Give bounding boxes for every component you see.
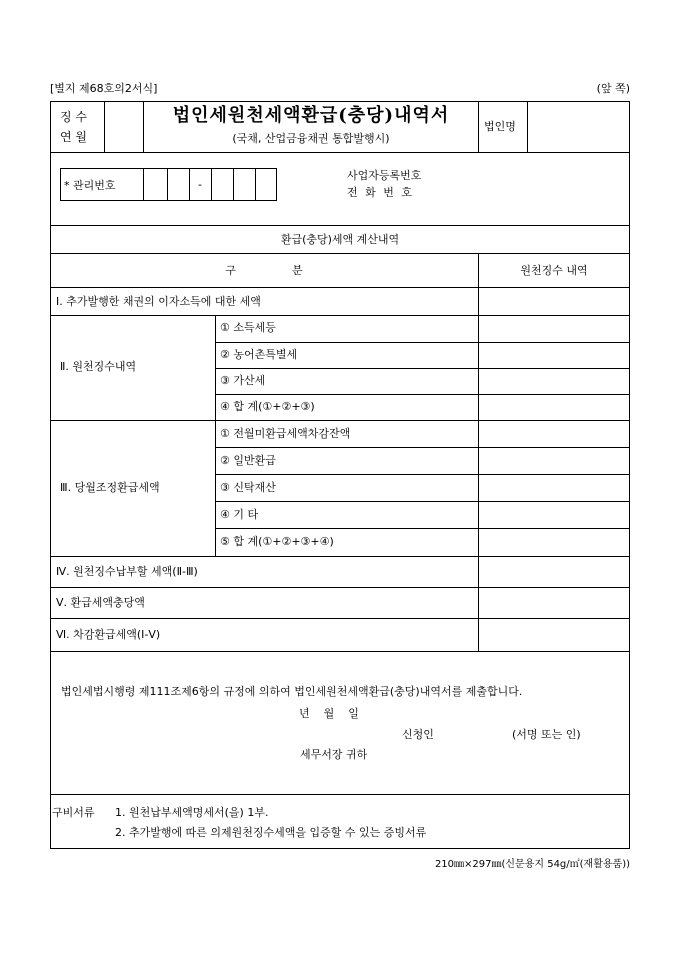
attachments-label: 구비서류: [52, 806, 95, 819]
form-subtitle: (국채, 산업금융채권 통합발행시): [232, 132, 390, 145]
divider: [143, 168, 144, 201]
divider-table-end: [50, 651, 630, 652]
calc-section-title: 환급(충당)세액 계산내역: [280, 233, 400, 246]
divider: [50, 587, 630, 588]
group2-item: ④ 합 계(①+②+③): [220, 400, 315, 413]
row-payable-tax: Ⅳ. 원천징수납부할 세액(Ⅱ-Ⅲ): [56, 565, 198, 578]
group2-item: ③ 가산세: [220, 374, 266, 387]
divider-group3: [50, 556, 630, 557]
paper-spec: 210㎜×297㎜(신문용지 54g/㎡(재활용품)): [434, 859, 630, 870]
attachment-item-1: 1. 원천납부세액명세서(을) 1부.: [115, 806, 269, 819]
group-withholding-label: Ⅱ. 원천징수내역: [60, 360, 137, 373]
divider: [167, 168, 168, 201]
column-header-division: 구 분: [225, 264, 303, 277]
collection-label-2: 연 월: [60, 130, 87, 144]
divider: [215, 342, 630, 343]
divider-mgmt-block: [50, 225, 630, 226]
divider: [215, 501, 630, 502]
biz-reg-label: 사업자등록번호: [347, 169, 422, 182]
divider: [478, 101, 479, 152]
group2-item: ① 소득세등: [220, 321, 276, 334]
divider: [211, 168, 212, 201]
divider: [189, 168, 190, 201]
divider: [233, 168, 234, 201]
divider-value-column: [478, 253, 479, 651]
collection-label-1: 징 수: [60, 110, 87, 124]
divider-top-block: [50, 152, 630, 153]
column-header-withholding: 원천징수 내역: [520, 264, 588, 277]
divider: [215, 528, 630, 529]
divider: [215, 368, 630, 369]
divider: [215, 474, 630, 475]
divider-row1: [50, 315, 630, 316]
divider: [143, 101, 144, 152]
form-number: [별지 제68호의2서식]: [50, 82, 158, 95]
row-refund-offset: Ⅴ. 환급세액충당액: [56, 596, 145, 609]
divider: [527, 101, 528, 152]
divider: [50, 618, 630, 619]
group3-item: ⑤ 합 계(①+②+③+④): [220, 535, 334, 548]
corp-name-label: 법인명: [484, 120, 516, 133]
declaration-statement: 법인세법시행령 제111조제6항의 규정에 의하여 법인세원천세액환급(충당)내역서를 제출합니다.: [61, 685, 523, 698]
row-interest-tax: Ⅰ. 추가발행한 채권의 이자소득에 대한 세액: [56, 295, 261, 308]
group2-item: ② 농어촌특별세: [220, 348, 298, 361]
divider: [104, 101, 105, 152]
group-adjusted-refund-label: Ⅲ. 당월조정환급세액: [60, 481, 160, 494]
divider-item-column: [215, 315, 216, 556]
divider-declaration: [50, 794, 630, 795]
phone-label: 전 화 번 호: [347, 186, 414, 199]
applicant-label: 신청인: [402, 728, 434, 741]
divider: [215, 394, 630, 395]
divider: [255, 168, 256, 201]
divider-section-title: [50, 253, 630, 254]
signature-label: (서명 또는 인): [512, 728, 581, 741]
group3-item: ① 전월미환급세액차감잔액: [220, 427, 351, 440]
declaration-date: 년 월 일: [299, 707, 359, 720]
addressee: 세무서장 귀하: [300, 748, 368, 761]
divider-group2: [50, 420, 630, 421]
divider-column-headers: [50, 287, 630, 288]
group3-item: ② 일반환급: [220, 454, 276, 467]
form-title: 법인세원천세액환급(충당)내역서: [172, 105, 450, 126]
attachment-item-2: 2. 추가발행에 따른 의제원천징수세액을 입증할 수 있는 증빙서류: [115, 826, 427, 839]
side-label: (앞 쪽): [596, 82, 630, 95]
row-net-refund: Ⅵ. 차감환급세액(Ⅰ-Ⅴ): [56, 628, 161, 641]
mgmt-number-label: * 관리번호: [64, 179, 116, 192]
mgmt-number-dash: -: [198, 178, 202, 191]
group3-item: ④ 기 타: [220, 508, 259, 521]
divider: [215, 447, 630, 448]
group3-item: ③ 신탁재산: [220, 481, 276, 494]
